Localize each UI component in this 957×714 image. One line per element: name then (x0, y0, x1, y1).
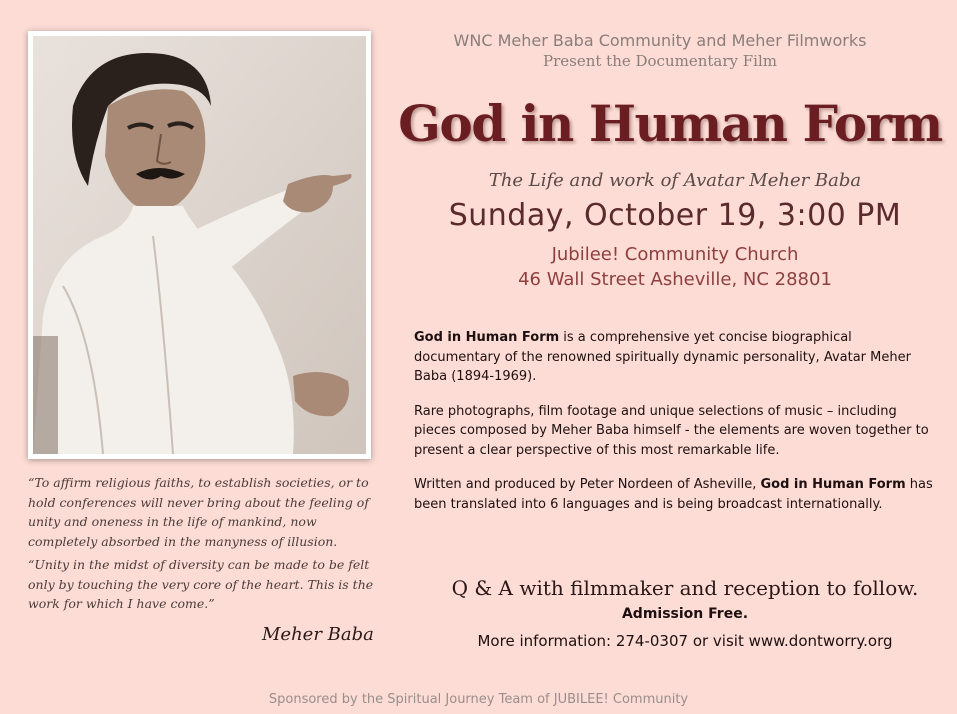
description-p1-text: is a comprehensive yet concise biographical documentary of the renowned spiritually dynamic personality, Avatar Meher Baba (1894-1969). (414, 330, 911, 384)
quote-2: “Unity in the midst of diversity can be made to be felt only by touching the very core of the heart. This is the work for which I have come.” (28, 557, 374, 611)
film-description (414, 328, 934, 529)
description-p3-tail: has been translated into 6 languages and is being broadcast internationally. (414, 477, 933, 512)
description-paragraph-3 (414, 475, 934, 514)
description-p3-film-name: God in Human Form (760, 477, 906, 492)
more-info: More information: 274-0307 or visit www.dontworry.org (477, 632, 893, 650)
film-subtitle: The Life and work of Avatar Meher Baba (488, 170, 862, 191)
presenters-line: WNC Meher Baba Community and Meher Filmworks (453, 31, 867, 50)
presenters-header (400, 30, 920, 72)
event-venue-block (405, 242, 945, 292)
portrait-photo (28, 31, 371, 459)
description-paragraph-2: Rare photographs, film footage and unique selections of music – including pieces composed by Meher Baba himself - the elements are woven together to present a clear perspective of this most remarkable life. (414, 403, 929, 458)
event-address: 46 Wall Street Asheville, NC 28801 (518, 269, 832, 290)
presents-line: Present the Documentary Film (543, 52, 777, 70)
description-paragraph-1 (414, 328, 934, 387)
meher-baba-quote (28, 473, 376, 618)
portrait-illustration (33, 36, 366, 454)
description-film-name: God in Human Form (414, 330, 560, 345)
quote-1: “To affirm religious faiths, to establish societies, or to hold conferences will never bring about the feeling of unity and oneness in the life of mankind, now completely absorbed in the manyness of illusion. (28, 475, 369, 549)
qa-notice: Q & A with filmmaker and reception to follow. (451, 576, 919, 600)
description-p3-text: Written and produced by Peter Nordeen of Asheville, (414, 477, 761, 492)
event-venue: Jubilee! Community Church (551, 244, 799, 265)
admission-notice: Admission Free. (621, 606, 749, 622)
quote-author: Meher Baba (262, 624, 374, 645)
film-title: God in Human Form (398, 94, 942, 153)
sponsor-line: Sponsored by the Spiritual Journey Team of JUBILEE! Community (268, 692, 689, 707)
event-datetime: Sunday, October 19, 3:00 PM (448, 198, 902, 233)
